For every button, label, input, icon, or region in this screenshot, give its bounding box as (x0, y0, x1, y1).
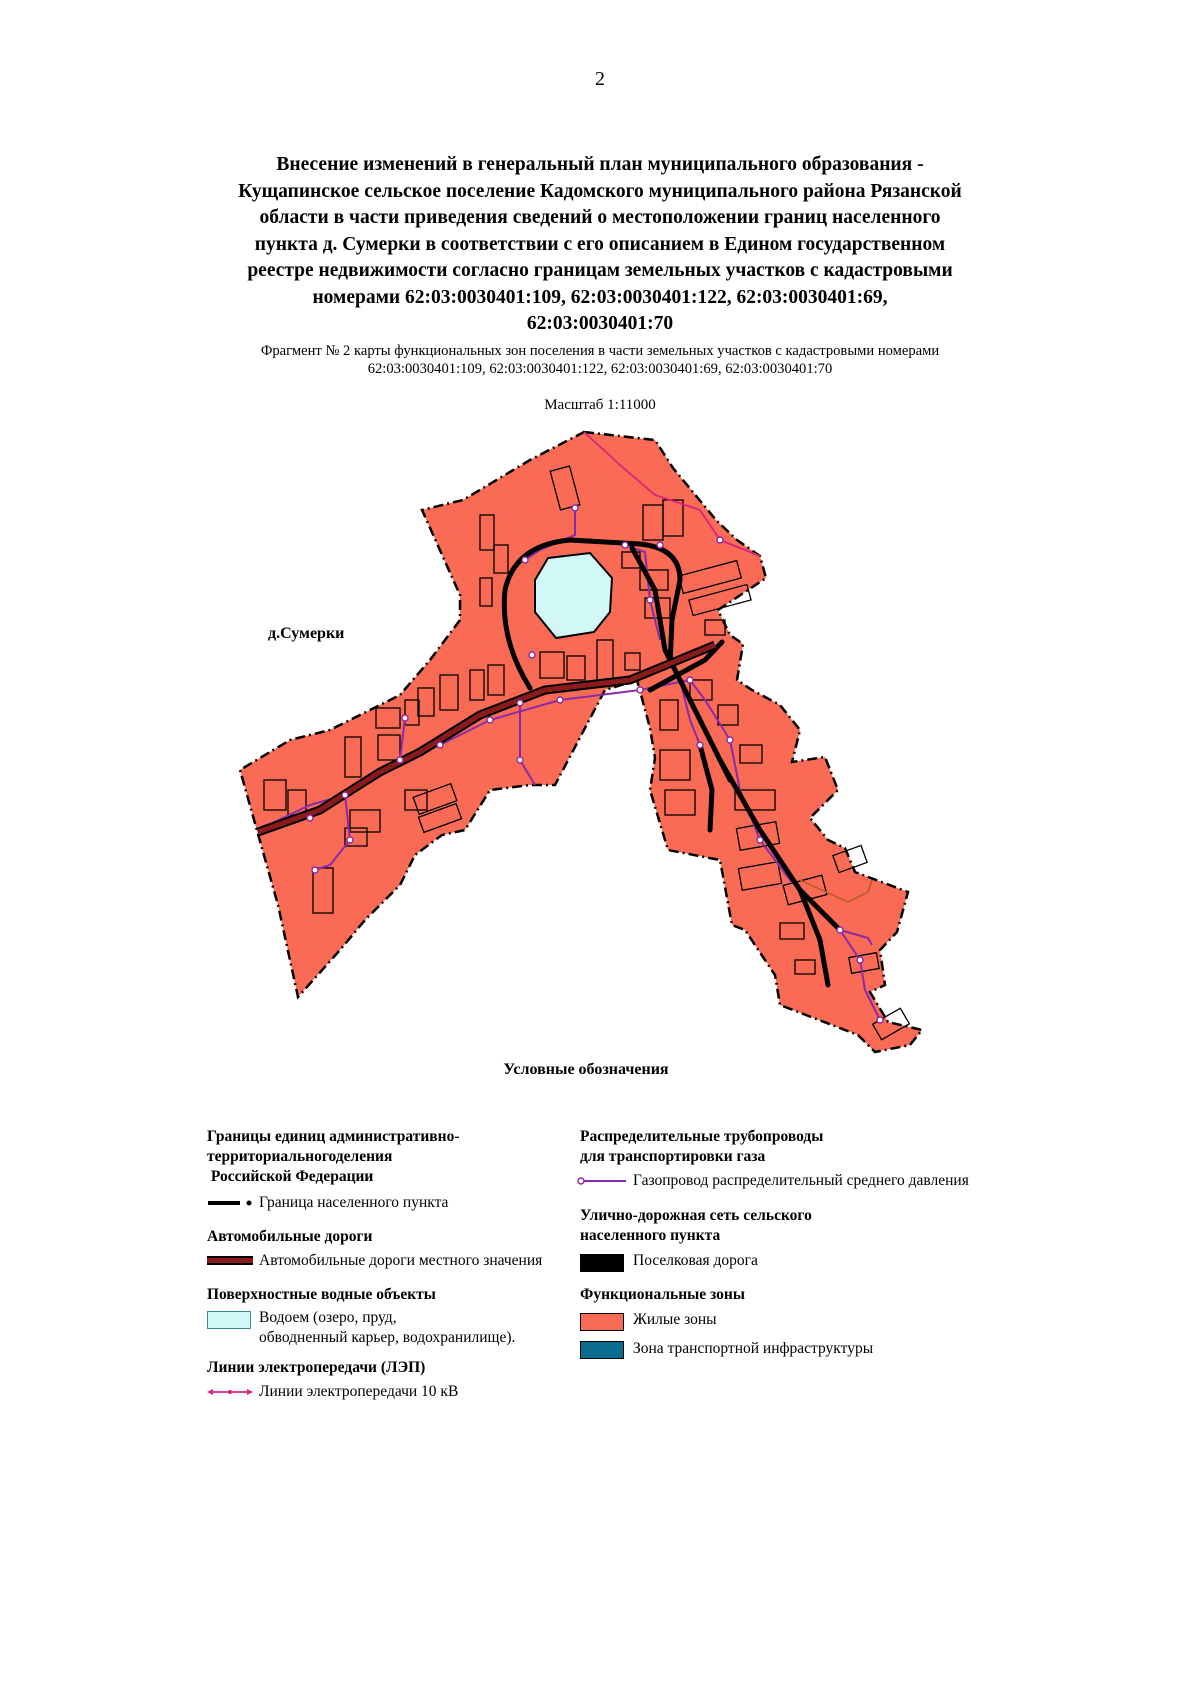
local-road-icon (207, 1255, 253, 1267)
legend-heading-street-network (580, 1206, 812, 1246)
caption-line: 62:03:0030401:109, 62:03:0030401:122, 62:03:0030401:69, 62:03:0030401:70 (367, 361, 833, 377)
pond (535, 553, 612, 638)
legend-label-local-roads: Автомобильные дороги местного значения (259, 1252, 543, 1269)
gas-pipeline-icon (576, 1175, 628, 1187)
heading-line: населенного пункта (580, 1227, 721, 1244)
title-line: 62:03:0030401:70 (526, 313, 674, 334)
residential-zone-area (240, 432, 922, 1052)
legend-heading-roads: Автомобильные дороги (207, 1228, 373, 1245)
legend-heading-water: Поверхностные водные объекты (207, 1286, 436, 1303)
heading-line: для транспортировки газа (580, 1148, 766, 1165)
heading-line: Границы единиц административно- (207, 1128, 460, 1145)
settlement-road-swatch (580, 1254, 624, 1272)
legend-heading-admin-boundaries (207, 1127, 460, 1187)
legend-label-residential-zones: Жилые зоны (633, 1311, 717, 1328)
legend-label-gas-pipeline: Газопровод распределительный среднего давления (633, 1172, 969, 1189)
residential-zone-swatch (580, 1313, 624, 1331)
heading-line: территориальногоделения (207, 1148, 393, 1165)
place-label: д.Сумерки (268, 625, 345, 642)
legend-label-water-body (259, 1308, 515, 1348)
water-body-swatch (207, 1311, 251, 1329)
label-line: Водоем (озеро, пруд, (259, 1309, 397, 1326)
legend-label-power-lines: Линии электропередачи 10 кВ (259, 1383, 459, 1400)
legend-label-transport-zone: Зона транспортной инфраструктуры (633, 1340, 874, 1357)
transport-zone-swatch (580, 1341, 624, 1359)
power-line-icon (205, 1386, 255, 1398)
heading-line: Российской Федерации (207, 1168, 374, 1185)
document-title (160, 152, 1040, 338)
page-number: 2 (595, 68, 605, 90)
heading-line: Улично-дорожная сеть сельского (580, 1207, 812, 1224)
title-line: Внесение изменений в генеральный план муниципального образования - (276, 154, 924, 175)
settlement-map (0, 425, 1200, 1065)
fragment-caption (150, 342, 1050, 378)
title-line: пункта д. Сумерки в соответствии с его описанием в Едином государственном (254, 233, 946, 255)
heading-line: Распределительные трубопроводы (580, 1128, 824, 1145)
scale-label: Масштаб 1:11000 (544, 397, 656, 413)
boundary-line-icon (207, 1196, 255, 1210)
title-line: реестре недвижимости согласно границам земельных участков с кадастровыми (247, 260, 953, 281)
legend-heading-gas-pipelines (580, 1127, 823, 1167)
title-line: области в части приведения сведений о местоположении границ населенного (259, 207, 941, 228)
legend-heading-functional-zones: Функциональные зоны (580, 1286, 745, 1303)
legend-label-settlement-road: Поселковая дорога (633, 1252, 758, 1269)
legend-title: Условные обозначения (503, 1061, 669, 1078)
title-line: Кущапинское сельское поселение Кадомского муниципального района Рязанской (238, 180, 962, 202)
legend-heading-power-lines: Линии электропередачи (ЛЭП) (207, 1359, 426, 1376)
caption-line: Фрагмент № 2 карты функциональных зон поселения в части земельных участков с кадастровыми номерами (260, 343, 940, 359)
title-line: номерами 62:03:0030401:109, 62:03:0030401:122, 62:03:0030401:69, (312, 286, 888, 308)
label-line: обводненный карьер, водохранилище). (259, 1329, 516, 1346)
legend-label-settlement-boundary: Граница населенного пункта (259, 1194, 449, 1211)
